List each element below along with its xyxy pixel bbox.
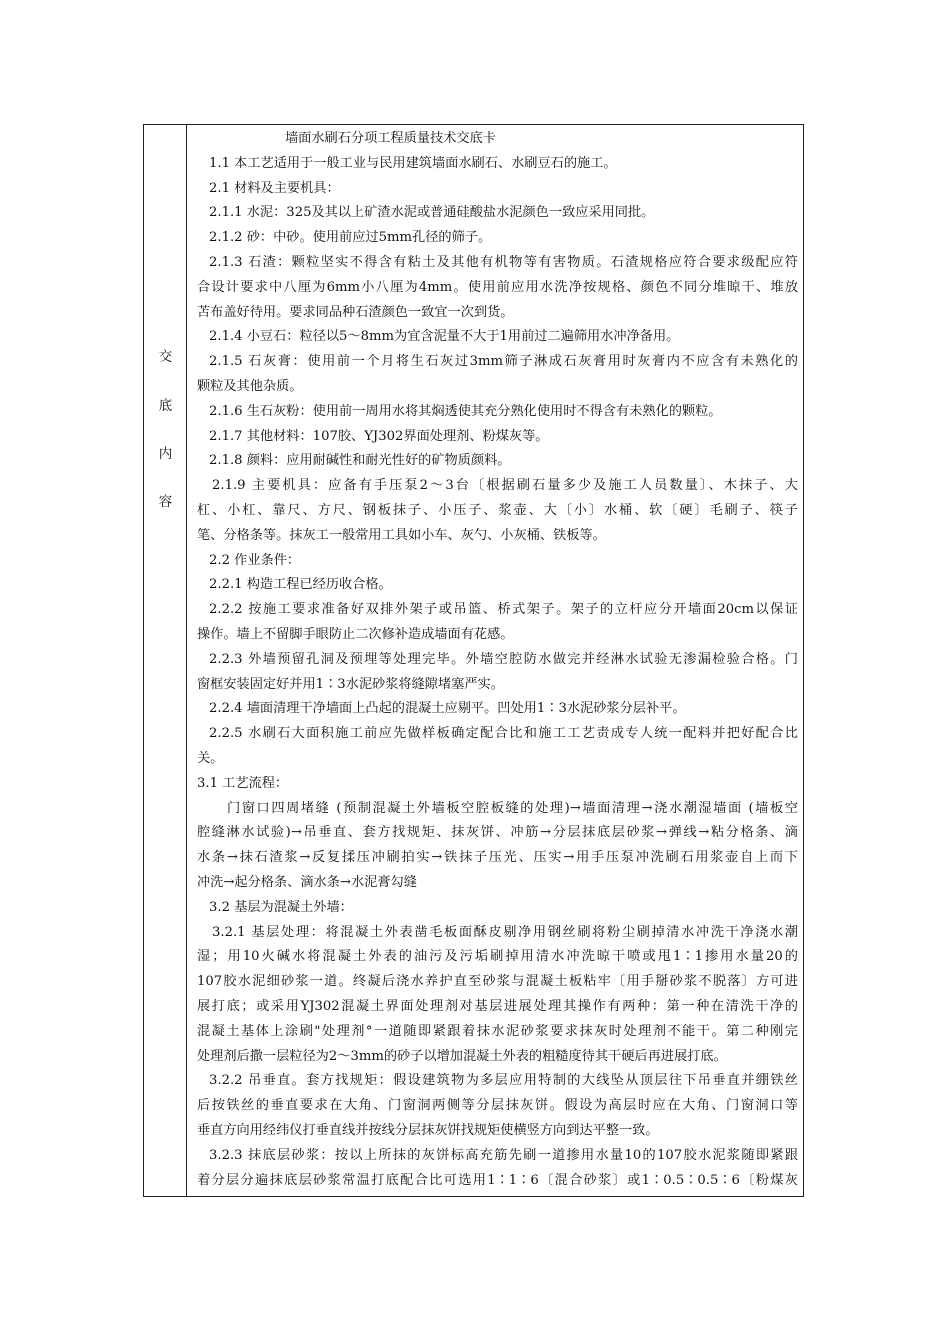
content-line: 操作。墙上不留脚手眼防止二次修补造成墙面有花感。 [197, 627, 514, 642]
content-line: 3.2.3 抹底层砂浆：按以上所抹的灰饼标高充筋先刷一道掺用水量10的107胶水泥浆随即紧跟 [209, 1147, 798, 1163]
content-line: 2.1.5 石灰膏：使用前一个月将生石灰过3mm筛子淋成石灰膏用时灰膏内不应含有未熟化的 [209, 354, 798, 370]
side-label-char: 内 [158, 446, 173, 462]
content-line: 2.1.6 生石灰粉：使用前一周用水将其焖透使其充分熟化使用时不得含有未熟化的颗粒。 [209, 403, 722, 419]
content-line: 窗框安装固定好并用1∶3水泥砂浆将缝隙堵塞严实。 [197, 676, 504, 692]
side-label-char: 交 [158, 349, 173, 365]
content-line: 2.1.2 砂：中砂。使用前应过5mm孔径的筛子。 [209, 230, 492, 246]
content-line: 2.2.1 构造工程已经历收合格。 [209, 577, 392, 593]
disclosure-content [197, 125, 798, 1196]
content-line: 着分层分遍抹底层砂浆常温打底配合比可选用1∶1∶6〔混合砂浆〕或1∶0.5∶0.5∶6〔粉煤灰 [197, 1172, 798, 1188]
technical-disclosure-table [143, 124, 804, 1197]
content-line: 3.2 基层为混凝土外墙： [209, 899, 353, 915]
content-line: 2.1.1 水泥：325及其以上矿渣水泥或普通硅酸盐水泥颜色一致应采用同批。 [209, 205, 655, 221]
document-title: 墙面水刷石分项工程质量技术交底卡 [285, 131, 496, 146]
content-line: 107胶水泥细砂浆一道。终凝后浇水养护直至砂浆与混凝土板粘牢〔用手掰砂浆不脱落〕方可进 [197, 974, 798, 990]
disclosure-label-column [144, 125, 187, 1196]
side-label-char: 底 [158, 398, 173, 414]
content-line: 3.1 工艺流程： [197, 775, 289, 791]
content-line: 2.2.5 水刷石大面积施工前应先做样板确定配合比和施工工艺责成专人统一配料并把好配合比 [209, 726, 798, 742]
content-line: 2.2 作业条件： [209, 552, 301, 568]
content-line: 门窗口四周堵缝 (预制混凝土外墙板空腔板缝的处理)→墙面清理→浇水潮湿墙面 (墙板空 [227, 800, 798, 816]
content-line: 混凝土基体上涂刷"处理剂°一道随即紧跟着抹水泥砂浆要求抹灰时处理剂不能干。第二种刚完 [197, 1023, 798, 1039]
content-line: 2.2.3 外墙预留孔洞及预埋等处理完毕。外墙空腔防水做完并经淋水试验无渗漏检验合格。门 [209, 651, 798, 667]
content-line: 2.2.4 墙面清理干净墙面上凸起的混凝土应剔平。凹处用1∶3水泥砂浆分层补平。 [209, 701, 686, 717]
content-line: 2.2.2 按施工要求准备好双排外架子或吊篮、桥式架子。架子的立杆应分开墙面20cm以保证 [209, 602, 798, 618]
content-line: 颗粒及其他杂质。 [197, 379, 303, 394]
content-line: 苫布盖好待用。要求同品种石渣颜色一致宜一次到货。 [197, 304, 514, 320]
content-line: 湿；用10火碱水将混凝土外表的油污及污垢刷掉用清水冲洗晾干喷或甩1∶1掺用水量20的 [197, 949, 798, 965]
content-line: 2.1.9 主要机具：应备有手压泵2～3台〔根据刷石量多少及施工人员数量〕、木抹子、大 [212, 478, 798, 494]
content-line: 合设计要求中八厘为6mm小八厘为4mm。使用前应用水洗净按规格、颜色不同分堆晾干、堆放 [197, 279, 798, 295]
content-line: 后按铁丝的垂直要求在大角、门窗洞两侧等分层抹灰饼。假设为高层时应在大角、门窗洞口等 [197, 1098, 798, 1114]
content-line: 笔、分格条等。抹灰工一般常用工具如小车、灰勺、小灰桶、铁板等。 [197, 527, 606, 543]
content-line: 2.1 材料及主要机具： [209, 180, 340, 196]
content-line: 3.2.2 吊垂直。套方找规矩：假设建筑物为多层应用特制的大线坠从顶层往下吊垂直并绷铁丝 [209, 1073, 798, 1089]
content-line: 3.2.1 基层处理：将混凝土外表凿毛板面酥皮剔净用钢丝刷将粉尘刷掉清水冲洗干净浇水潮 [212, 924, 798, 940]
content-line: 腔缝淋水试验)→吊垂直、套方找规矩、抹灰饼、冲筋→分层抹底层砂浆→弹线→粘分格条、滴 [197, 825, 798, 841]
content-line: 2.1.8 颜料：应用耐碱性和耐光性好的矿物质颜料。 [209, 453, 511, 469]
content-line: 垂直方向用经纬仪打垂直线并按线分层抹灰饼找规矩使横竖方向到达平整一致。 [197, 1123, 659, 1138]
content-line: 1.1 本工艺适用于一般工业与民用建筑墙面水刷石、水刷豆石的施工。 [209, 155, 617, 171]
content-line: 冲洗→起分格条、滴水条→水泥膏勾缝 [197, 875, 417, 890]
content-line: 处理剂后撒一层粒径为2～3mm的砂子以增加混凝土外表的粗糙度待其干硬后再进展打底。 [197, 1048, 727, 1064]
content-line: 杠、小杠、靠尺、方尺、钢板抹子、小压子、浆壶、大〔小〕水桶、软〔硬〕毛刷子、筷子 [197, 503, 798, 518]
content-line: 2.1.7 其他材料：107胶、YJ302界面处理剂、粉煤灰等。 [209, 428, 549, 444]
content-line: 展打底；或采用YJ302混凝土界面处理剂对基层进展处理其操作有两种：第一种在清洗干净的 [197, 999, 798, 1014]
side-label-char: 容 [158, 494, 173, 510]
content-line: 关。 [197, 751, 224, 766]
content-line: 水条→抹石渣浆→反复揉压冲刷拍实→铁抹子压光、压实→用手压泵冲洗刷石用浆壶自上而下 [197, 850, 798, 866]
content-line: 2.1.3 石渣：颗粒坚实不得含有粘土及其他有机物等有害物质。石渣规格应符合要求级配应符 [209, 255, 798, 270]
content-line: 2.1.4 小豆石：粒径以5～8mm为宜含泥量不大于1用前过二遍筛用水冲净备用。 [209, 329, 680, 345]
